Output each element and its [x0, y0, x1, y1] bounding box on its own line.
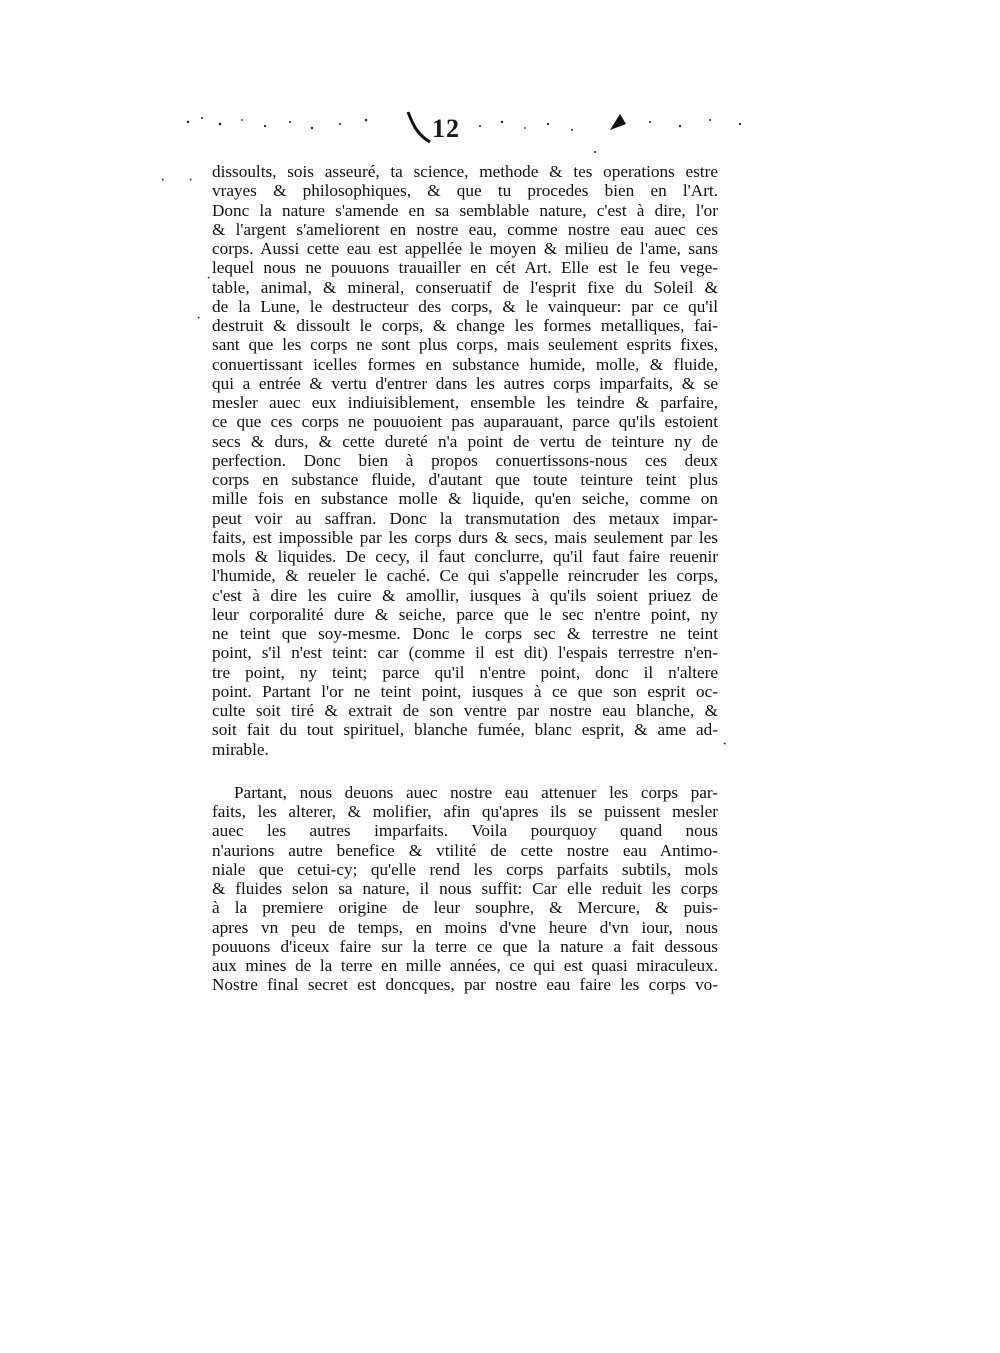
text-line: corps en substance fluide, d'autant que toute teinture teint plus [212, 470, 718, 489]
text-line: ne teint que soy-mesme. Donc le corps sec & terrestre ne teint [212, 624, 718, 643]
text-line: Donc la nature s'amende en sa semblable nature, c'est à dire, l'or [212, 200, 718, 220]
printing-specks-decoration [180, 108, 760, 158]
text-line: dissoults, sois asseuré, ta science, methode & tes operations estre [212, 162, 718, 181]
text-line: destruit & dissoult le corps, & change les formes metalliques, fai- [212, 316, 718, 335]
margin-speck: · [160, 172, 166, 189]
text-line: lequel nous ne pouuons trauailler en cét Art. Elle est le feu vege- [212, 258, 718, 278]
text-line: à la premiere origine de leur souphre, & Mercure, & puis- [212, 898, 718, 918]
text-line: faits, est impossible par les corps durs & secs, mais seulement par les [212, 527, 718, 547]
margin-speck: · [196, 310, 202, 327]
text-line: Partant, nous deuons auec nostre eau attenuer les corps par- [234, 782, 718, 802]
body-text [212, 162, 718, 995]
text-line: Nostre final secret est doncques, par nostre eau faire les corps vo- [212, 975, 718, 995]
text-line: n'aurions autre benefice & vtilité de cette nostre eau Antimo- [212, 840, 718, 860]
text-line: peut voir au saffran. Donc la transmutation des metaux impar- [212, 508, 718, 528]
text-line: l'humide, & reueler le caché. Ce qui s'appelle reincruder les corps, [212, 566, 718, 586]
text-line: de la Lune, le destructeur des corps, & le vainqueur: par ce qu'il [212, 296, 718, 316]
text-line: culte soit tiré & extrait de son ventre par nostre eau blanche, & [212, 701, 718, 720]
text-line: mirable. [212, 739, 269, 759]
text-line: perfection. Donc bien à propos conuertissons-nous ces deux [212, 450, 718, 470]
text-line: & l'argent s'ameliorent en nostre eau, comme nostre eau auec ces [212, 219, 718, 239]
paragraph-1 [212, 162, 718, 759]
text-line: sant que les corps ne sont plus corps, mais seulement esprits fixes, [212, 335, 718, 355]
margin-speck: · [722, 736, 728, 753]
text-line: mesler auec eux indiuisiblement, ensemble les teindre & parfaire, [212, 393, 718, 412]
text-line: auec les autres imparfaits. Voila pourquoy quand nous [212, 821, 718, 841]
paragraph-gap [212, 759, 718, 783]
page-number: 12 [432, 114, 460, 143]
paragraph-2 [212, 783, 718, 995]
text-line: table, animal, & mineral, conseruatif de l'esprit fixe du Soleil & [212, 277, 718, 297]
text-line: conuertissant icelles formes en substance humide, molle, & fluide, [212, 354, 718, 374]
text-line: apres vn peu de temps, en moins d'vne heure d'vn iour, nous [212, 917, 718, 937]
text-line: vrayes & philosophiques, & que tu procedes bien en l'Art. [212, 181, 718, 201]
text-line: corps. Aussi cette eau est appellée le moyen & milieu de l'ame, sans [212, 239, 718, 258]
text-line: point. Partant l'or ne teint point, iusques à ce que son esprit oc- [212, 681, 718, 701]
text-line: tre point, ny teint; parce qu'il n'entre point, donc il n'altere [212, 662, 718, 682]
text-line: faits, les alterer, & molifier, afin qu'apres ils se puissent mesler [212, 802, 718, 821]
text-line: secs & durs, & cette dureté n'a point de vertu de teinture ny de [212, 431, 718, 451]
text-line: point, s'il n'est teint: car (comme il est dit) l'espais terrestre n'en- [212, 643, 718, 663]
text-line: c'est à dire les cuire & amollir, iusques à qu'ils soient priuez de [212, 585, 718, 605]
margin-speck: · [188, 172, 194, 189]
text-line: & fluides selon sa nature, il nous suffit: Car elle reduit les corps [212, 879, 718, 898]
text-line: ce que ces corps ne pouuoient pas auparauant, parce qu'ils estoient [212, 412, 718, 432]
text-line: niale que cetui-cy; qu'elle rend les corps parfaits subtils, mols [212, 859, 718, 879]
text-line: pouuons d'iceux faire sur la terre ce que la nature a fait dessous [212, 936, 718, 956]
text-line: aux mines de la terre en mille années, ce qui est quasi miraculeux. [212, 956, 718, 975]
page-header [180, 108, 760, 158]
text-line: mille fois en substance molle & liquide, qu'en seiche, comme on [212, 489, 718, 509]
text-line: soit fait du tout spirituel, blanche fumée, blanc esprit, & ame ad- [212, 720, 718, 740]
margin-speck: · [206, 270, 212, 287]
text-line: qui a entrée & vertu d'entrer dans les autres corps imparfaits, & se [212, 373, 718, 393]
text-line: leur corporalité dure & seiche, parce que le sec n'entre point, ny [212, 604, 718, 624]
text-line: mols & liquides. De cecy, il faut conclurre, qu'il faut faire reuenir [212, 547, 718, 566]
